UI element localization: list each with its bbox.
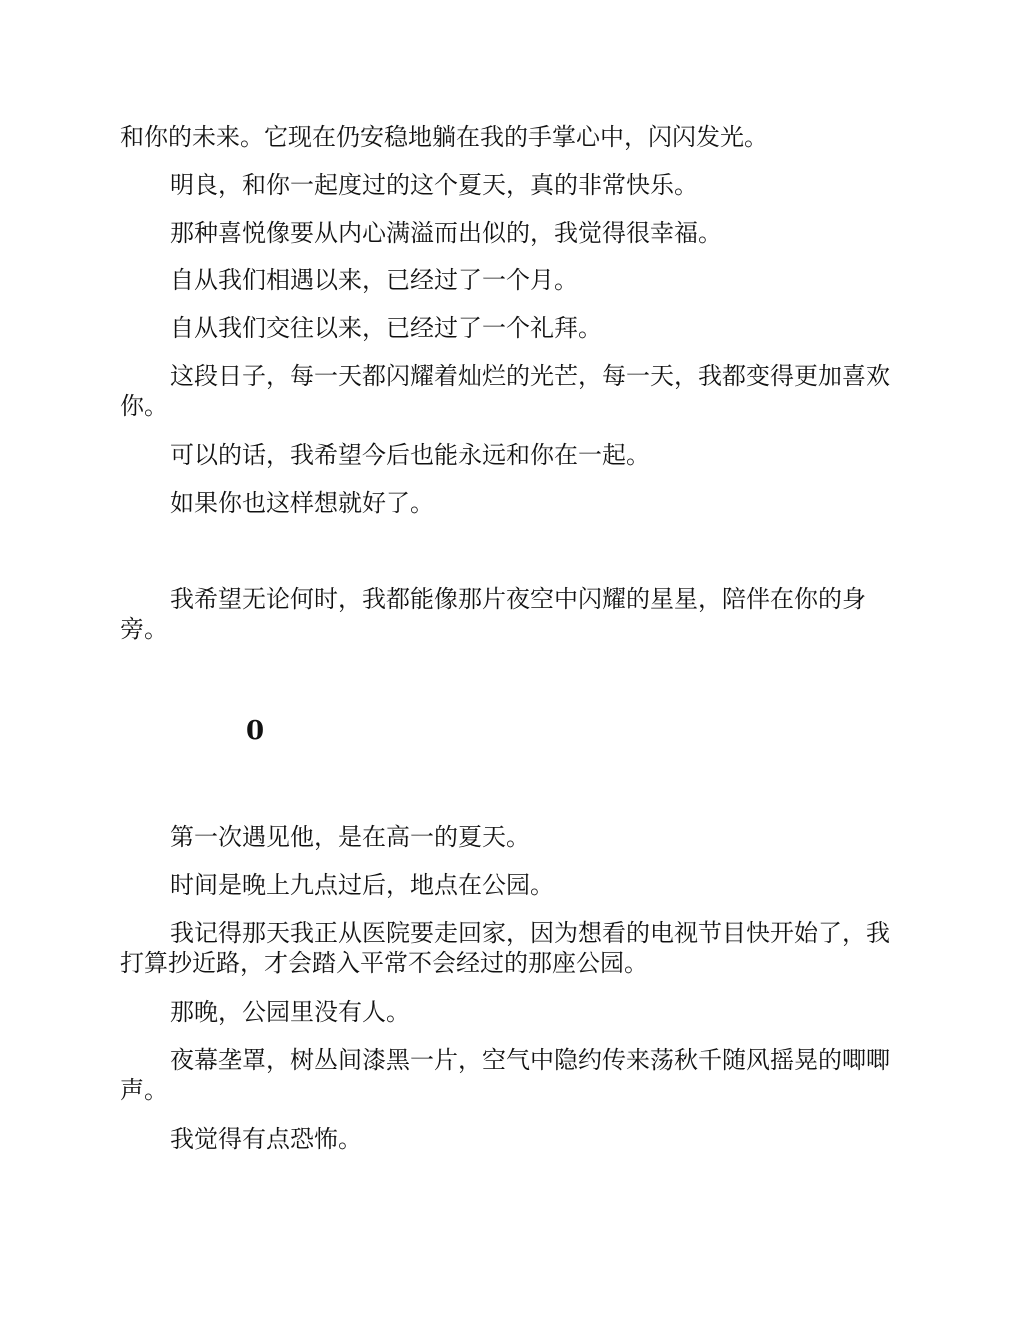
paragraph: 如果你也这样想就好了。 <box>170 489 434 517</box>
paragraph: 可以的话，我希望今后也能永远和你在一起。 <box>170 441 650 469</box>
paragraph: 自从我们交往以来，已经过了一个礼拜。 <box>170 314 602 342</box>
paragraph: 我觉得有点恐怖。 <box>170 1125 362 1153</box>
paragraph: 这段日子，每一天都闪耀着灿烂的光芒，每一天，我都变得更加喜欢你。 <box>120 362 890 420</box>
paragraph: 自从我们相遇以来，已经过了一个月。 <box>170 266 578 294</box>
paragraph: 那晚，公园里没有人。 <box>170 998 410 1026</box>
paragraph: 明良，和你一起度过的这个夏天，真的非常快乐。 <box>170 171 698 199</box>
paragraph: 夜幕垄罩，树丛间漆黑一片，空气中隐约传来荡秋千随风摇晃的唧唧声。 <box>120 1046 890 1104</box>
paragraph: 那种喜悦像要从内心满溢而出似的，我觉得很幸福。 <box>170 219 722 247</box>
paragraph: 我记得那天我正从医院要走回家，因为想看的电视节目快开始了，我打算抄近路，才会踏入平常不会经过的那座公园。 <box>120 919 890 977</box>
paragraph: 和你的未来。它现在仍安稳地躺在我的手掌心中，闪闪发光。 <box>120 123 768 151</box>
chapter-number: 0 <box>246 716 265 746</box>
paragraph: 我希望无论何时，我都能像那片夜空中闪耀的星星，陪伴在你的身旁。 <box>120 585 866 643</box>
paragraph: 第一次遇见他，是在高一的夏天。 <box>170 823 530 851</box>
paragraph: 时间是晚上九点过后，地点在公园。 <box>170 871 554 899</box>
